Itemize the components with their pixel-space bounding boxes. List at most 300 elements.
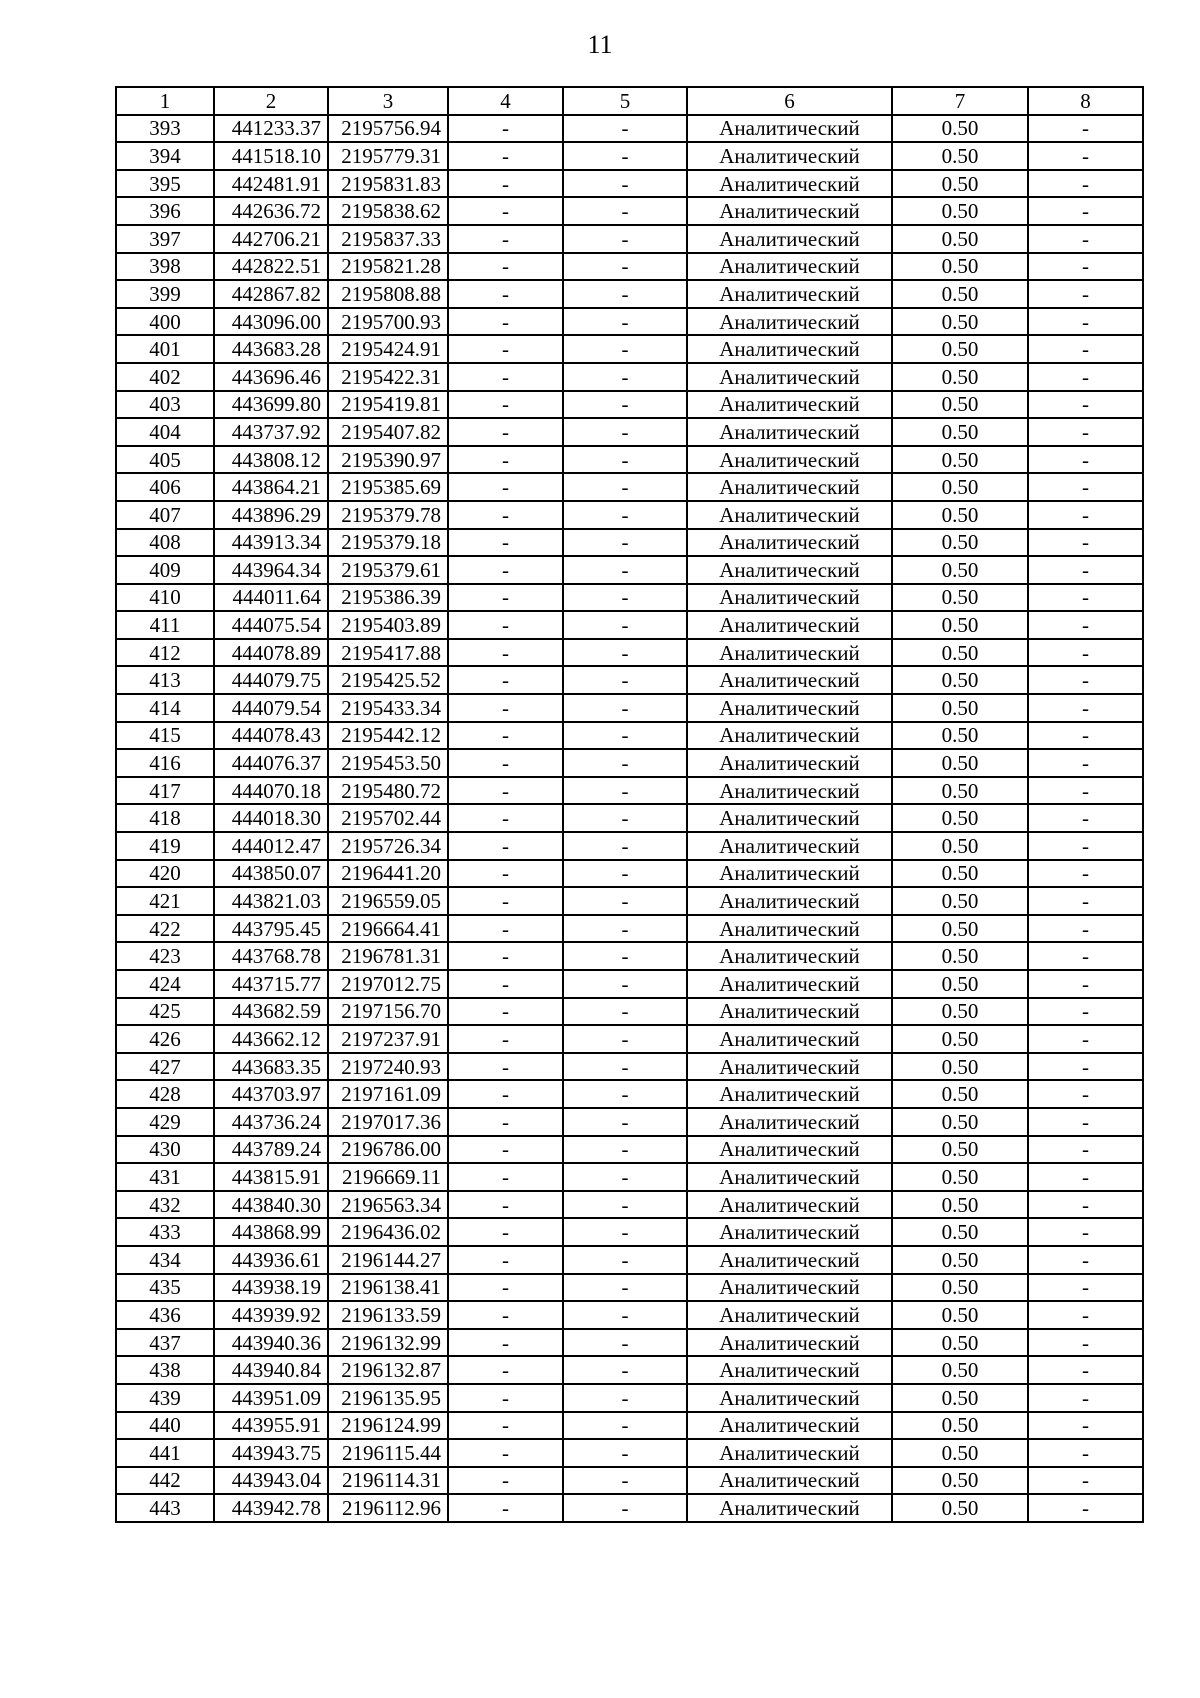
column-4-cell: - bbox=[448, 1108, 563, 1136]
accuracy-cell: 0.50 bbox=[892, 998, 1028, 1026]
column-4-cell: - bbox=[448, 777, 563, 805]
column-5-cell: - bbox=[563, 280, 687, 308]
accuracy-cell: 0.50 bbox=[892, 584, 1028, 612]
accuracy-cell: 0.50 bbox=[892, 335, 1028, 363]
column-5-cell: - bbox=[563, 611, 687, 639]
column-5-cell: - bbox=[563, 1329, 687, 1357]
x-coordinate-cell: 443815.91 bbox=[214, 1163, 328, 1191]
accuracy-cell: 0.50 bbox=[892, 1384, 1028, 1412]
x-coordinate-cell: 444079.75 bbox=[214, 666, 328, 694]
point-number-cell: 436 bbox=[116, 1301, 214, 1329]
table-row bbox=[116, 860, 1143, 888]
method-cell: Аналитический bbox=[687, 418, 892, 446]
point-number-cell: 441 bbox=[116, 1439, 214, 1467]
accuracy-cell: 0.50 bbox=[892, 777, 1028, 805]
table-row bbox=[116, 1274, 1143, 1302]
accuracy-cell: 0.50 bbox=[892, 1163, 1028, 1191]
point-number-cell: 396 bbox=[116, 197, 214, 225]
y-coordinate-cell: 2195425.52 bbox=[328, 666, 448, 694]
column-8-cell: - bbox=[1028, 529, 1143, 557]
method-cell: Аналитический bbox=[687, 1439, 892, 1467]
accuracy-cell: 0.50 bbox=[892, 1301, 1028, 1329]
table-row bbox=[116, 1218, 1143, 1246]
x-coordinate-cell: 443795.45 bbox=[214, 915, 328, 943]
method-cell: Аналитический bbox=[687, 860, 892, 888]
method-cell: Аналитический bbox=[687, 501, 892, 529]
point-number-cell: 398 bbox=[116, 253, 214, 281]
table-row bbox=[116, 611, 1143, 639]
column-5-cell: - bbox=[563, 142, 687, 170]
column-5-cell: - bbox=[563, 1412, 687, 1440]
method-cell: Аналитический bbox=[687, 115, 892, 143]
column-8-cell: - bbox=[1028, 915, 1143, 943]
y-coordinate-cell: 2195821.28 bbox=[328, 253, 448, 281]
table-row bbox=[116, 970, 1143, 998]
point-number-cell: 412 bbox=[116, 639, 214, 667]
column-4-cell: - bbox=[448, 915, 563, 943]
column-4-cell: - bbox=[448, 1163, 563, 1191]
column-5-cell: - bbox=[563, 308, 687, 336]
column-8-cell: - bbox=[1028, 1163, 1143, 1191]
y-coordinate-cell: 2196786.00 bbox=[328, 1136, 448, 1164]
column-4-cell: - bbox=[448, 197, 563, 225]
table-row bbox=[116, 1025, 1143, 1053]
point-number-cell: 425 bbox=[116, 998, 214, 1026]
table-row bbox=[116, 1246, 1143, 1274]
column-4-cell: - bbox=[448, 584, 563, 612]
table-row bbox=[116, 1412, 1143, 1440]
column-8-cell: - bbox=[1028, 142, 1143, 170]
x-coordinate-cell: 443850.07 bbox=[214, 860, 328, 888]
column-8-cell: - bbox=[1028, 1246, 1143, 1274]
y-coordinate-cell: 2195403.89 bbox=[328, 611, 448, 639]
x-coordinate-cell: 443868.99 bbox=[214, 1218, 328, 1246]
column-5-cell: - bbox=[563, 335, 687, 363]
table-row bbox=[116, 335, 1143, 363]
y-coordinate-cell: 2195386.39 bbox=[328, 584, 448, 612]
x-coordinate-cell: 443096.00 bbox=[214, 308, 328, 336]
x-coordinate-cell: 442481.91 bbox=[214, 170, 328, 198]
column-8-cell: - bbox=[1028, 942, 1143, 970]
column-8-cell: - bbox=[1028, 225, 1143, 253]
column-5-cell: - bbox=[563, 860, 687, 888]
column-5-cell: - bbox=[563, 253, 687, 281]
method-cell: Аналитический bbox=[687, 1494, 892, 1522]
column-4-cell: - bbox=[448, 1412, 563, 1440]
y-coordinate-cell: 2195453.50 bbox=[328, 749, 448, 777]
y-coordinate-cell: 2197240.93 bbox=[328, 1053, 448, 1081]
method-cell: Аналитический bbox=[687, 666, 892, 694]
method-cell: Аналитический bbox=[687, 280, 892, 308]
column-5-cell: - bbox=[563, 1301, 687, 1329]
point-number-cell: 442 bbox=[116, 1467, 214, 1495]
column-5-cell: - bbox=[563, 115, 687, 143]
y-coordinate-cell: 2195702.44 bbox=[328, 804, 448, 832]
column-4-cell: - bbox=[448, 308, 563, 336]
column-5-cell: - bbox=[563, 915, 687, 943]
point-number-cell: 397 bbox=[116, 225, 214, 253]
column-8-cell: - bbox=[1028, 556, 1143, 584]
accuracy-cell: 0.50 bbox=[892, 363, 1028, 391]
column-8-cell: - bbox=[1028, 115, 1143, 143]
column-5-cell: - bbox=[563, 1467, 687, 1495]
column-5-cell: - bbox=[563, 556, 687, 584]
x-coordinate-cell: 443864.21 bbox=[214, 473, 328, 501]
column-4-cell: - bbox=[448, 473, 563, 501]
y-coordinate-cell: 2195424.91 bbox=[328, 335, 448, 363]
x-coordinate-cell: 443768.78 bbox=[214, 942, 328, 970]
x-coordinate-cell: 443942.78 bbox=[214, 1494, 328, 1522]
method-cell: Аналитический bbox=[687, 363, 892, 391]
method-cell: Аналитический bbox=[687, 749, 892, 777]
method-cell: Аналитический bbox=[687, 1329, 892, 1357]
accuracy-cell: 0.50 bbox=[892, 887, 1028, 915]
column-5-cell: - bbox=[563, 391, 687, 419]
point-number-cell: 428 bbox=[116, 1080, 214, 1108]
column-5-cell: - bbox=[563, 197, 687, 225]
y-coordinate-cell: 2195385.69 bbox=[328, 473, 448, 501]
y-coordinate-cell: 2196664.41 bbox=[328, 915, 448, 943]
accuracy-cell: 0.50 bbox=[892, 915, 1028, 943]
column-4-cell: - bbox=[448, 1080, 563, 1108]
table-row bbox=[116, 915, 1143, 943]
column-5-cell: - bbox=[563, 1163, 687, 1191]
point-number-cell: 443 bbox=[116, 1494, 214, 1522]
column-4-cell: - bbox=[448, 611, 563, 639]
column-5-cell: - bbox=[563, 998, 687, 1026]
column-4-cell: - bbox=[448, 142, 563, 170]
point-number-cell: 433 bbox=[116, 1218, 214, 1246]
y-coordinate-cell: 2196441.20 bbox=[328, 860, 448, 888]
accuracy-cell: 0.50 bbox=[892, 556, 1028, 584]
accuracy-cell: 0.50 bbox=[892, 639, 1028, 667]
table-row bbox=[116, 418, 1143, 446]
column-8-cell: - bbox=[1028, 887, 1143, 915]
accuracy-cell: 0.50 bbox=[892, 391, 1028, 419]
column-4-cell: - bbox=[448, 446, 563, 474]
method-cell: Аналитический bbox=[687, 1136, 892, 1164]
accuracy-cell: 0.50 bbox=[892, 446, 1028, 474]
y-coordinate-cell: 2195779.31 bbox=[328, 142, 448, 170]
column-4-cell: - bbox=[448, 666, 563, 694]
table-row bbox=[116, 1136, 1143, 1164]
column-8-cell: - bbox=[1028, 1053, 1143, 1081]
column-5-cell: - bbox=[563, 529, 687, 557]
x-coordinate-cell: 443896.29 bbox=[214, 501, 328, 529]
x-coordinate-cell: 443940.84 bbox=[214, 1356, 328, 1384]
table-row bbox=[116, 804, 1143, 832]
column-8-cell: - bbox=[1028, 1108, 1143, 1136]
column-8-cell: - bbox=[1028, 1080, 1143, 1108]
y-coordinate-cell: 2195407.82 bbox=[328, 418, 448, 446]
point-number-cell: 426 bbox=[116, 1025, 214, 1053]
table-row bbox=[116, 446, 1143, 474]
accuracy-cell: 0.50 bbox=[892, 1025, 1028, 1053]
column-4-cell: - bbox=[448, 1467, 563, 1495]
method-cell: Аналитический bbox=[687, 942, 892, 970]
table-row bbox=[116, 529, 1143, 557]
accuracy-cell: 0.50 bbox=[892, 473, 1028, 501]
x-coordinate-cell: 443703.97 bbox=[214, 1080, 328, 1108]
method-cell: Аналитический bbox=[687, 998, 892, 1026]
column-4-cell: - bbox=[448, 1494, 563, 1522]
table-row bbox=[116, 1384, 1143, 1412]
y-coordinate-cell: 2196781.31 bbox=[328, 942, 448, 970]
column-8-cell: - bbox=[1028, 253, 1143, 281]
table-row bbox=[116, 1439, 1143, 1467]
table-row bbox=[116, 1108, 1143, 1136]
column-4-cell: - bbox=[448, 1384, 563, 1412]
column-8-cell: - bbox=[1028, 1218, 1143, 1246]
y-coordinate-cell: 2195442.12 bbox=[328, 722, 448, 750]
column-5-cell: - bbox=[563, 832, 687, 860]
point-number-cell: 429 bbox=[116, 1108, 214, 1136]
table-row bbox=[116, 363, 1143, 391]
table-row bbox=[116, 639, 1143, 667]
table-row bbox=[116, 1356, 1143, 1384]
method-cell: Аналитический bbox=[687, 1053, 892, 1081]
column-4-cell: - bbox=[448, 1301, 563, 1329]
accuracy-cell: 0.50 bbox=[892, 1274, 1028, 1302]
table-row bbox=[116, 280, 1143, 308]
x-coordinate-cell: 443821.03 bbox=[214, 887, 328, 915]
accuracy-cell: 0.50 bbox=[892, 1136, 1028, 1164]
column-4-cell: - bbox=[448, 418, 563, 446]
point-number-cell: 413 bbox=[116, 666, 214, 694]
x-coordinate-cell: 443683.28 bbox=[214, 335, 328, 363]
point-number-cell: 427 bbox=[116, 1053, 214, 1081]
column-5-cell: - bbox=[563, 666, 687, 694]
accuracy-cell: 0.50 bbox=[892, 253, 1028, 281]
x-coordinate-cell: 443682.59 bbox=[214, 998, 328, 1026]
y-coordinate-cell: 2195700.93 bbox=[328, 308, 448, 336]
page-number: 11 bbox=[587, 30, 613, 59]
column-8-cell: - bbox=[1028, 1329, 1143, 1357]
column-header: 7 bbox=[892, 87, 1028, 115]
table-row bbox=[116, 556, 1143, 584]
point-number-cell: 416 bbox=[116, 749, 214, 777]
column-5-cell: - bbox=[563, 1136, 687, 1164]
y-coordinate-cell: 2196436.02 bbox=[328, 1218, 448, 1246]
method-cell: Аналитический bbox=[687, 611, 892, 639]
x-coordinate-cell: 443964.34 bbox=[214, 556, 328, 584]
y-coordinate-cell: 2196132.99 bbox=[328, 1329, 448, 1357]
table-body bbox=[116, 115, 1143, 1522]
method-cell: Аналитический bbox=[687, 804, 892, 832]
accuracy-cell: 0.50 bbox=[892, 804, 1028, 832]
table-row bbox=[116, 666, 1143, 694]
column-5-cell: - bbox=[563, 694, 687, 722]
y-coordinate-cell: 2196112.96 bbox=[328, 1494, 448, 1522]
point-number-cell: 403 bbox=[116, 391, 214, 419]
column-8-cell: - bbox=[1028, 170, 1143, 198]
column-5-cell: - bbox=[563, 1053, 687, 1081]
point-number-cell: 424 bbox=[116, 970, 214, 998]
y-coordinate-cell: 2196559.05 bbox=[328, 887, 448, 915]
table-row bbox=[116, 391, 1143, 419]
y-coordinate-cell: 2197017.36 bbox=[328, 1108, 448, 1136]
point-number-cell: 393 bbox=[116, 115, 214, 143]
point-number-cell: 401 bbox=[116, 335, 214, 363]
column-5-cell: - bbox=[563, 446, 687, 474]
y-coordinate-cell: 2195419.81 bbox=[328, 391, 448, 419]
x-coordinate-cell: 441518.10 bbox=[214, 142, 328, 170]
x-coordinate-cell: 442706.21 bbox=[214, 225, 328, 253]
method-cell: Аналитический bbox=[687, 1025, 892, 1053]
column-8-cell: - bbox=[1028, 1025, 1143, 1053]
accuracy-cell: 0.50 bbox=[892, 115, 1028, 143]
column-5-cell: - bbox=[563, 887, 687, 915]
column-header: 2 bbox=[214, 87, 328, 115]
x-coordinate-cell: 442822.51 bbox=[214, 253, 328, 281]
accuracy-cell: 0.50 bbox=[892, 1494, 1028, 1522]
column-5-cell: - bbox=[563, 1218, 687, 1246]
column-4-cell: - bbox=[448, 529, 563, 557]
point-number-cell: 407 bbox=[116, 501, 214, 529]
method-cell: Аналитический bbox=[687, 639, 892, 667]
accuracy-cell: 0.50 bbox=[892, 1218, 1028, 1246]
table-row bbox=[116, 197, 1143, 225]
x-coordinate-cell: 443943.75 bbox=[214, 1439, 328, 1467]
column-5-cell: - bbox=[563, 1246, 687, 1274]
point-number-cell: 414 bbox=[116, 694, 214, 722]
x-coordinate-cell: 443943.04 bbox=[214, 1467, 328, 1495]
x-coordinate-cell: 444079.54 bbox=[214, 694, 328, 722]
x-coordinate-cell: 444012.47 bbox=[214, 832, 328, 860]
column-5-cell: - bbox=[563, 1025, 687, 1053]
method-cell: Аналитический bbox=[687, 1218, 892, 1246]
accuracy-cell: 0.50 bbox=[892, 1246, 1028, 1274]
point-number-cell: 440 bbox=[116, 1412, 214, 1440]
method-cell: Аналитический bbox=[687, 915, 892, 943]
column-4-cell: - bbox=[448, 280, 563, 308]
y-coordinate-cell: 2196132.87 bbox=[328, 1356, 448, 1384]
method-cell: Аналитический bbox=[687, 308, 892, 336]
point-number-cell: 402 bbox=[116, 363, 214, 391]
column-4-cell: - bbox=[448, 335, 563, 363]
column-header: 3 bbox=[328, 87, 448, 115]
point-number-cell: 399 bbox=[116, 280, 214, 308]
column-5-cell: - bbox=[563, 777, 687, 805]
column-4-cell: - bbox=[448, 1246, 563, 1274]
column-8-cell: - bbox=[1028, 666, 1143, 694]
column-4-cell: - bbox=[448, 391, 563, 419]
y-coordinate-cell: 2196133.59 bbox=[328, 1301, 448, 1329]
x-coordinate-cell: 443662.12 bbox=[214, 1025, 328, 1053]
accuracy-cell: 0.50 bbox=[892, 1191, 1028, 1219]
method-cell: Аналитический bbox=[687, 225, 892, 253]
y-coordinate-cell: 2197012.75 bbox=[328, 970, 448, 998]
column-8-cell: - bbox=[1028, 1412, 1143, 1440]
x-coordinate-cell: 444011.64 bbox=[214, 584, 328, 612]
column-8-cell: - bbox=[1028, 1467, 1143, 1495]
column-8-cell: - bbox=[1028, 998, 1143, 1026]
column-4-cell: - bbox=[448, 1053, 563, 1081]
accuracy-cell: 0.50 bbox=[892, 1439, 1028, 1467]
table-row bbox=[116, 722, 1143, 750]
y-coordinate-cell: 2196563.34 bbox=[328, 1191, 448, 1219]
y-coordinate-cell: 2195422.31 bbox=[328, 363, 448, 391]
point-number-cell: 417 bbox=[116, 777, 214, 805]
column-8-cell: - bbox=[1028, 804, 1143, 832]
point-number-cell: 422 bbox=[116, 915, 214, 943]
column-4-cell: - bbox=[448, 1329, 563, 1357]
method-cell: Аналитический bbox=[687, 253, 892, 281]
method-cell: Аналитический bbox=[687, 556, 892, 584]
column-header: 1 bbox=[116, 87, 214, 115]
column-4-cell: - bbox=[448, 887, 563, 915]
table-row bbox=[116, 225, 1143, 253]
column-8-cell: - bbox=[1028, 1439, 1143, 1467]
table-header-row bbox=[116, 87, 1143, 115]
accuracy-cell: 0.50 bbox=[892, 501, 1028, 529]
point-number-cell: 435 bbox=[116, 1274, 214, 1302]
y-coordinate-cell: 2197156.70 bbox=[328, 998, 448, 1026]
accuracy-cell: 0.50 bbox=[892, 611, 1028, 639]
table-row bbox=[116, 942, 1143, 970]
table-row bbox=[116, 1163, 1143, 1191]
column-5-cell: - bbox=[563, 1494, 687, 1522]
method-cell: Аналитический bbox=[687, 1108, 892, 1136]
column-8-cell: - bbox=[1028, 1301, 1143, 1329]
table-row bbox=[116, 749, 1143, 777]
accuracy-cell: 0.50 bbox=[892, 722, 1028, 750]
point-number-cell: 431 bbox=[116, 1163, 214, 1191]
point-number-cell: 437 bbox=[116, 1329, 214, 1357]
x-coordinate-cell: 444070.18 bbox=[214, 777, 328, 805]
table-row bbox=[116, 253, 1143, 281]
column-5-cell: - bbox=[563, 418, 687, 446]
method-cell: Аналитический bbox=[687, 1080, 892, 1108]
point-number-cell: 406 bbox=[116, 473, 214, 501]
table-row bbox=[116, 1191, 1143, 1219]
point-number-cell: 408 bbox=[116, 529, 214, 557]
column-8-cell: - bbox=[1028, 1356, 1143, 1384]
accuracy-cell: 0.50 bbox=[892, 970, 1028, 998]
y-coordinate-cell: 2195756.94 bbox=[328, 115, 448, 143]
point-number-cell: 423 bbox=[116, 942, 214, 970]
point-number-cell: 400 bbox=[116, 308, 214, 336]
column-header: 4 bbox=[448, 87, 563, 115]
point-number-cell: 430 bbox=[116, 1136, 214, 1164]
y-coordinate-cell: 2195808.88 bbox=[328, 280, 448, 308]
table-row bbox=[116, 777, 1143, 805]
accuracy-cell: 0.50 bbox=[892, 942, 1028, 970]
column-4-cell: - bbox=[448, 998, 563, 1026]
point-number-cell: 395 bbox=[116, 170, 214, 198]
column-4-cell: - bbox=[448, 1191, 563, 1219]
accuracy-cell: 0.50 bbox=[892, 860, 1028, 888]
x-coordinate-cell: 443936.61 bbox=[214, 1246, 328, 1274]
table-row bbox=[116, 1467, 1143, 1495]
column-header: 6 bbox=[687, 87, 892, 115]
column-5-cell: - bbox=[563, 639, 687, 667]
table-row bbox=[116, 1494, 1143, 1522]
point-number-cell: 418 bbox=[116, 804, 214, 832]
table-row bbox=[116, 584, 1143, 612]
column-8-cell: - bbox=[1028, 584, 1143, 612]
method-cell: Аналитический bbox=[687, 970, 892, 998]
column-8-cell: - bbox=[1028, 639, 1143, 667]
x-coordinate-cell: 443840.30 bbox=[214, 1191, 328, 1219]
point-number-cell: 394 bbox=[116, 142, 214, 170]
method-cell: Аналитический bbox=[687, 391, 892, 419]
point-number-cell: 439 bbox=[116, 1384, 214, 1412]
table-row bbox=[116, 832, 1143, 860]
method-cell: Аналитический bbox=[687, 197, 892, 225]
x-coordinate-cell: 443699.80 bbox=[214, 391, 328, 419]
y-coordinate-cell: 2195831.83 bbox=[328, 170, 448, 198]
